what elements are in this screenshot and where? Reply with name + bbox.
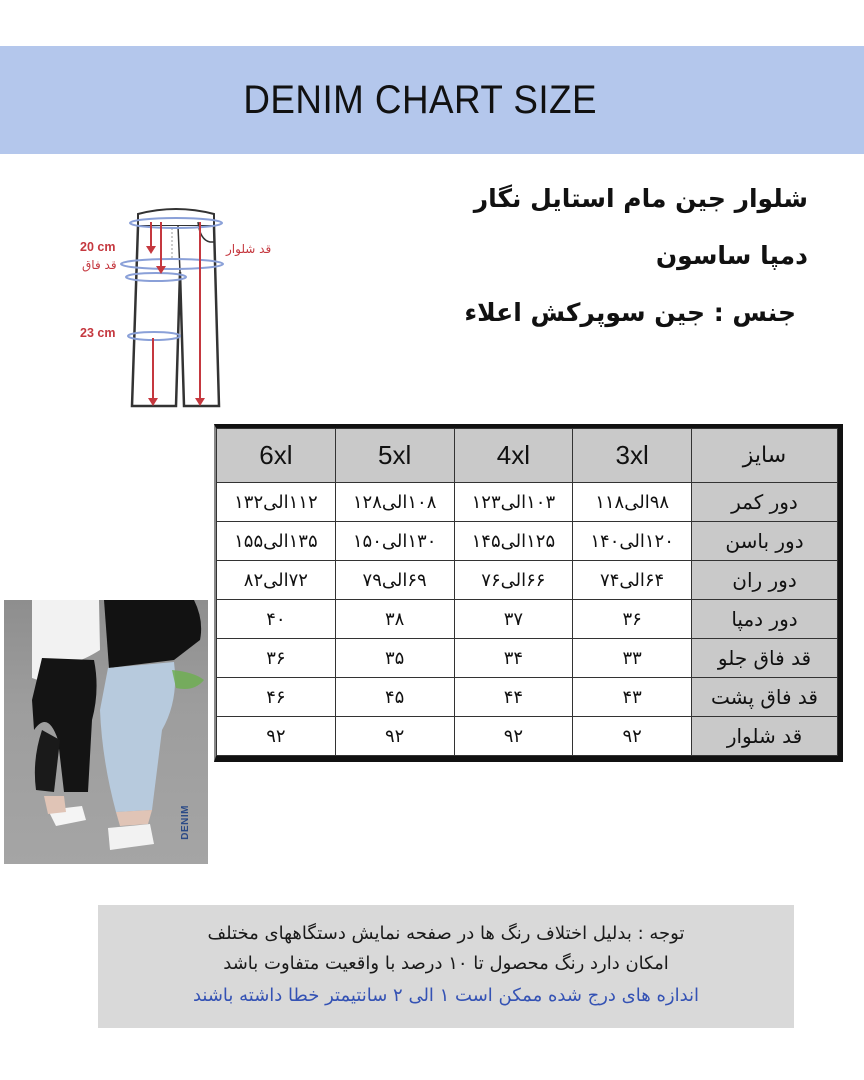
product-style: دمپا ساسون bbox=[655, 241, 808, 270]
table-cell: ۱۳۵الی۱۵۵ bbox=[217, 522, 336, 561]
header-size: 6xl bbox=[217, 429, 336, 483]
row-label: قد فاق پشت bbox=[692, 678, 838, 717]
table-cell: ۴۳ bbox=[573, 678, 692, 717]
title-banner bbox=[0, 46, 864, 154]
table-cell: ۹۲ bbox=[573, 717, 692, 756]
table-cell: ۶۶الی۷۶ bbox=[454, 561, 573, 600]
notice-box bbox=[98, 905, 794, 1028]
header-size: 5xl bbox=[335, 429, 454, 483]
table-cell: ۳۶ bbox=[573, 600, 692, 639]
table-cell: ۴۴ bbox=[454, 678, 573, 717]
table-cell: ۳۴ bbox=[454, 639, 573, 678]
table-cell: ۹۸الی۱۱۸ bbox=[573, 483, 692, 522]
table-cell: ۴۶ bbox=[217, 678, 336, 717]
header-size-label: سایز bbox=[692, 429, 838, 483]
row-label: دور ران bbox=[692, 561, 838, 600]
table-cell: ۶۴الی۷۴ bbox=[573, 561, 692, 600]
table-cell: ۱۲۰الی۱۴۰ bbox=[573, 522, 692, 561]
header-size: 4xl bbox=[454, 429, 573, 483]
table-header-row bbox=[217, 429, 838, 483]
table-cell: ۴۵ bbox=[335, 678, 454, 717]
pants-measurement-diagram bbox=[76, 196, 296, 416]
notice-line-2: امکان دارد رنگ محصول تا ۱۰ درصد با واقعیت متفاوت باشد bbox=[223, 953, 669, 974]
product-fabric: جنس : جین سوپرکش اعلاء bbox=[464, 298, 796, 327]
table-cell: ۱۲۵الی۱۴۵ bbox=[454, 522, 573, 561]
row-label: دور دمپا bbox=[692, 600, 838, 639]
table-cell: ۴۰ bbox=[217, 600, 336, 639]
table-cell: ۳۸ bbox=[335, 600, 454, 639]
row-label: دور کمر bbox=[692, 483, 838, 522]
table-row bbox=[217, 600, 838, 639]
header-size: 3xl bbox=[573, 429, 692, 483]
table-row bbox=[217, 717, 838, 756]
table-cell: ۳۵ bbox=[335, 639, 454, 678]
models-photo-icon bbox=[4, 600, 208, 864]
product-info bbox=[408, 184, 808, 355]
table-cell: ۳۶ bbox=[217, 639, 336, 678]
pants-outline-icon bbox=[76, 196, 296, 416]
table-cell: ۱۱۲الی۱۳۲ bbox=[217, 483, 336, 522]
table-row bbox=[217, 483, 838, 522]
page-title: DENIM CHART SIZE bbox=[243, 77, 597, 122]
table-cell: ۱۳۰الی۱۵۰ bbox=[335, 522, 454, 561]
table-cell: ۳۳ bbox=[573, 639, 692, 678]
row-label: قد شلوار bbox=[692, 717, 838, 756]
row-label: قد فاق جلو bbox=[692, 639, 838, 678]
product-name: شلوار جین مام استایل نگار bbox=[473, 184, 808, 213]
table-cell: ۱۰۸الی۱۲۸ bbox=[335, 483, 454, 522]
notice-line-3: اندازه های درج شده ممکن است ۱ الی ۲ سانتیمتر خطا داشته باشند bbox=[192, 985, 700, 1006]
table-row bbox=[217, 522, 838, 561]
table-cell: ۹۲ bbox=[454, 717, 573, 756]
label-crotch-height: قد فاق bbox=[82, 258, 117, 272]
label-pants-length: قد شلوار bbox=[226, 242, 272, 256]
table-cell: ۱۰۳الی۱۲۳ bbox=[454, 483, 573, 522]
table-row bbox=[217, 678, 838, 717]
row-label: دور باسن bbox=[692, 522, 838, 561]
size-chart-table bbox=[214, 424, 843, 762]
label-23cm: 23 cm bbox=[80, 326, 116, 340]
product-photo bbox=[4, 600, 208, 864]
table-cell: ۷۲الی۸۲ bbox=[217, 561, 336, 600]
table-cell: ۹۲ bbox=[217, 717, 336, 756]
label-20cm: 20 cm bbox=[80, 240, 116, 254]
table-row bbox=[217, 561, 838, 600]
table-cell: ۳۷ bbox=[454, 600, 573, 639]
table-cell: ۹۲ bbox=[335, 717, 454, 756]
notice-line-1: توجه : بدلیل اختلاف رنگ ها در صفحه نمایش دستگاههای مختلف bbox=[207, 923, 685, 944]
table-cell: ۶۹الی۷۹ bbox=[335, 561, 454, 600]
brand-watermark: DENIM bbox=[180, 805, 191, 840]
table-row bbox=[217, 639, 838, 678]
